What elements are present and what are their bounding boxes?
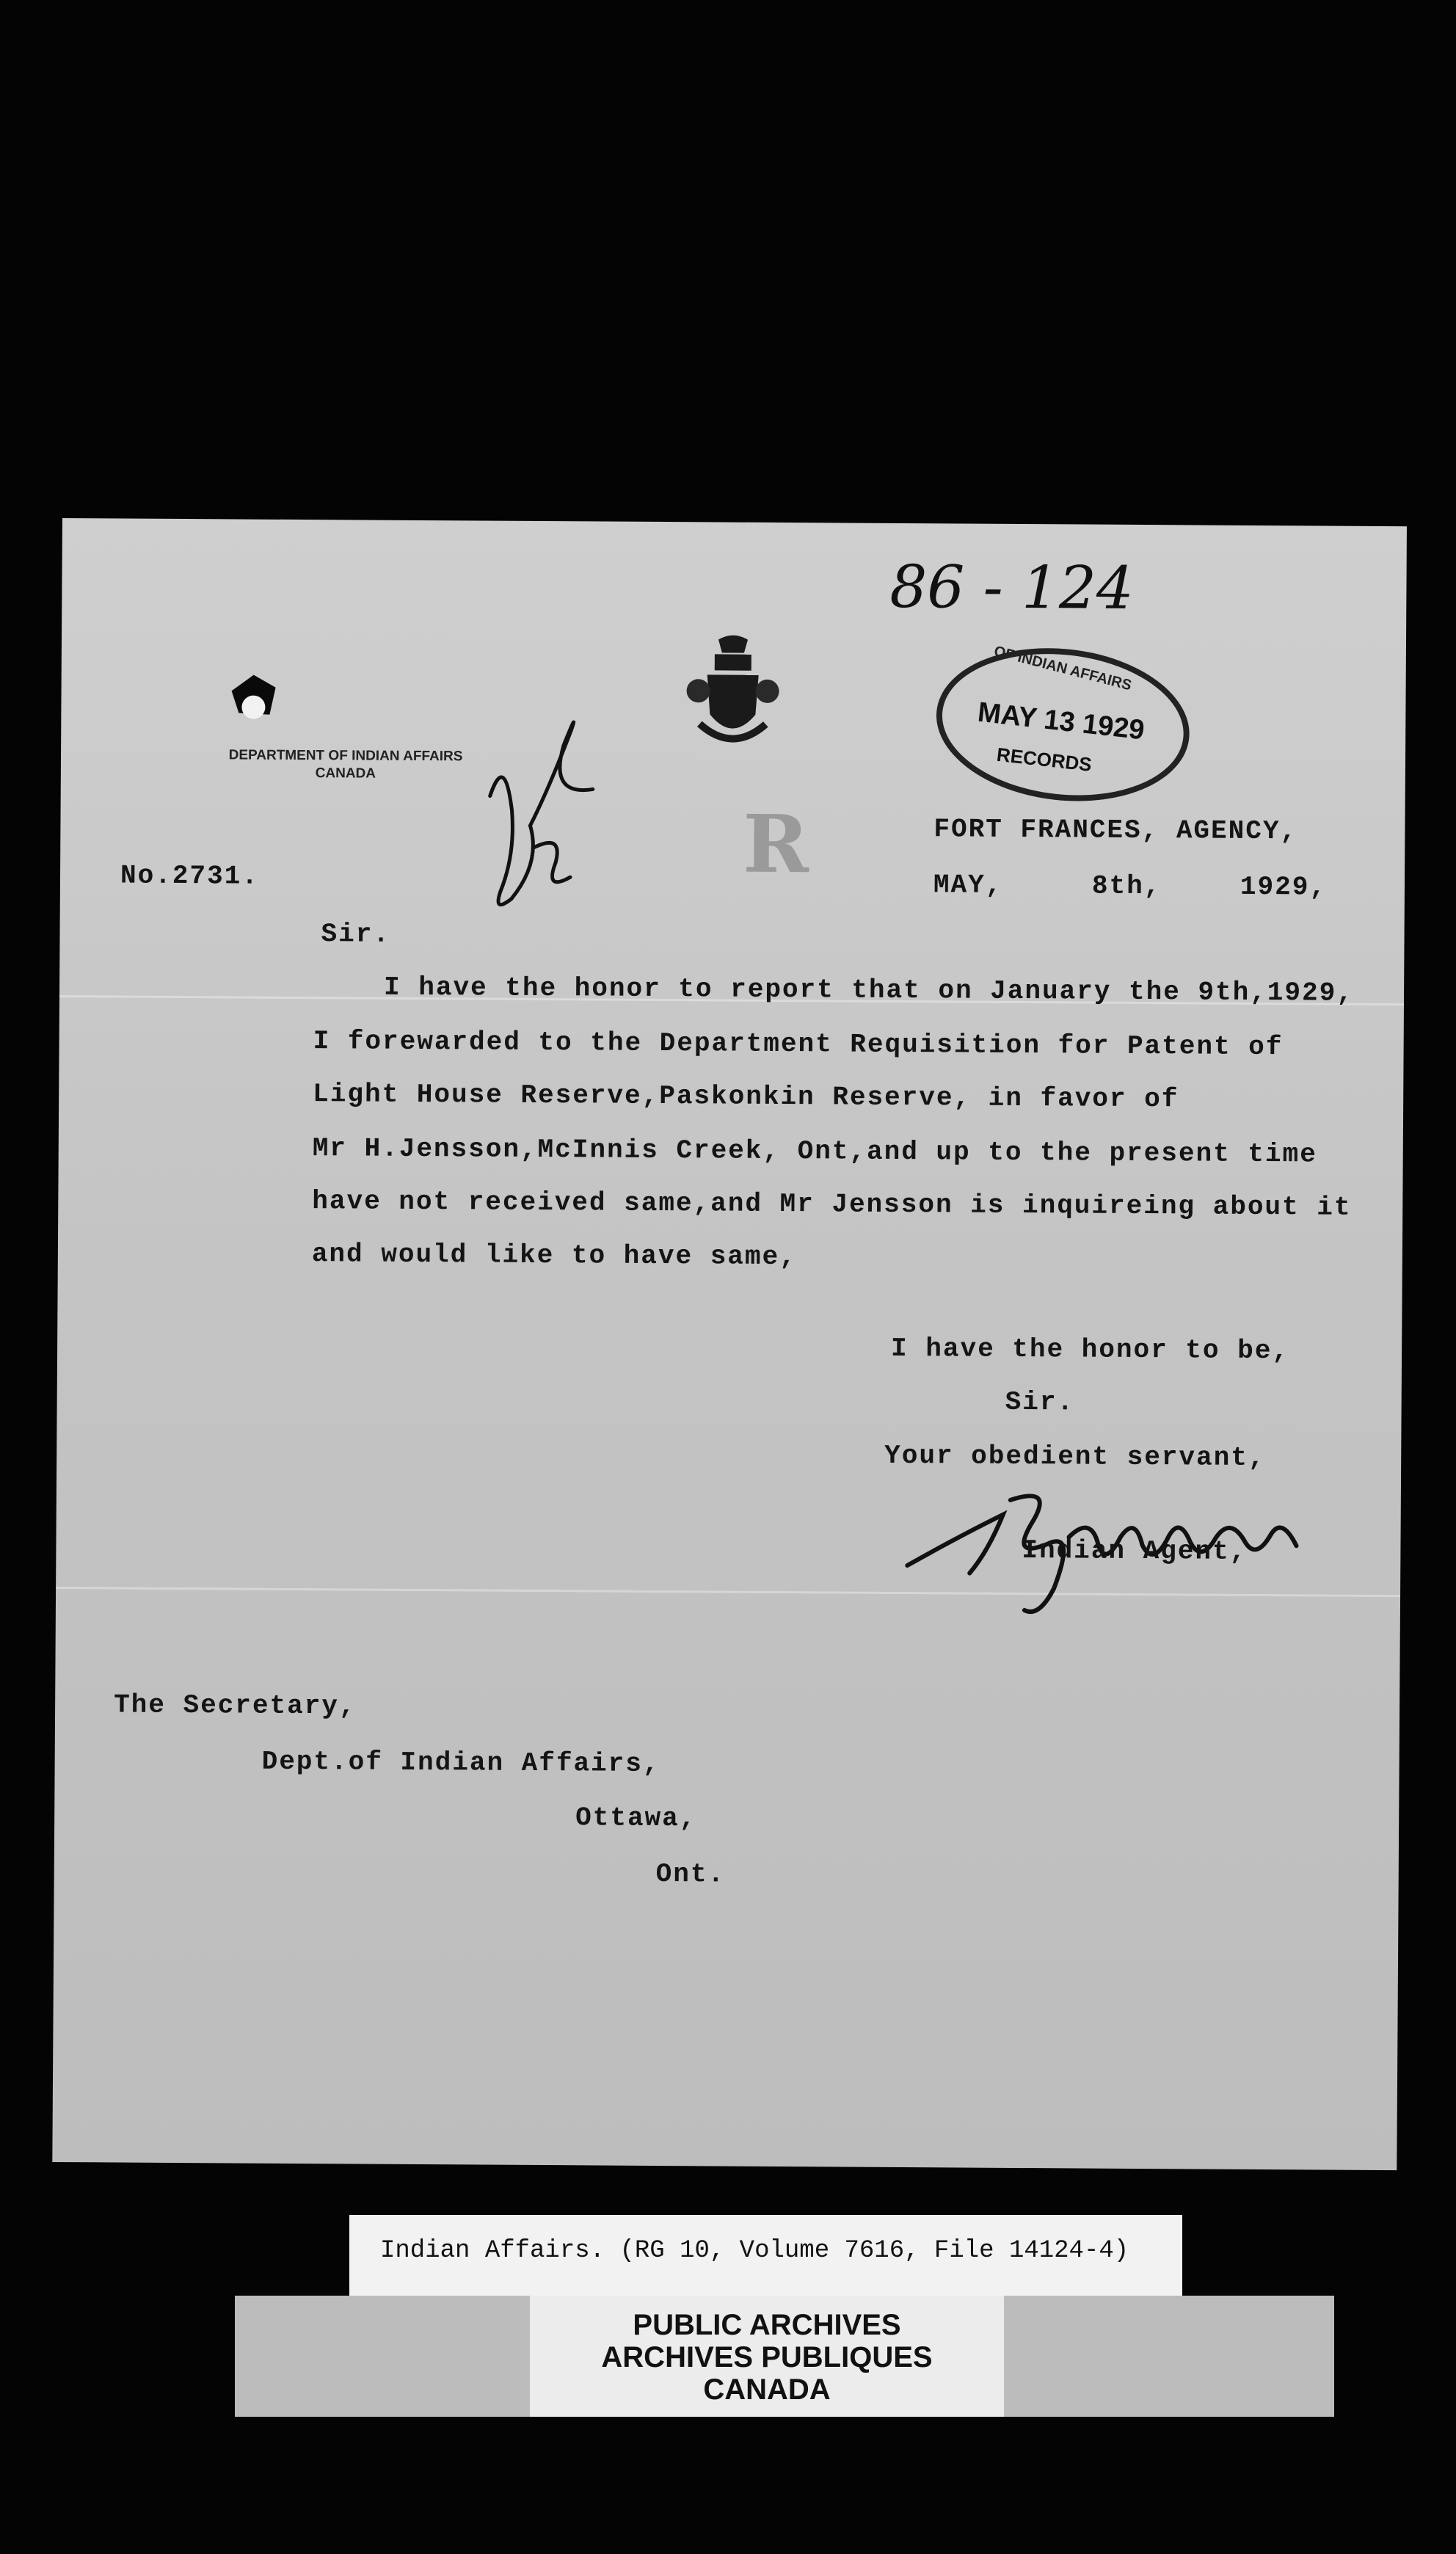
date-month: MAY, <box>933 870 1003 901</box>
closing-servant: Your obedient servant, <box>884 1440 1266 1474</box>
date-day: 8th, <box>1091 870 1162 902</box>
archive-tape-strip <box>235 2296 1334 2417</box>
department-country: CANADA <box>315 765 376 782</box>
body-line: have not received same,and Mr Jensson is inquireing about it <box>312 1186 1352 1223</box>
department-letterhead <box>184 746 507 784</box>
body-line: I forewarded to the Department Requisition for Patent of <box>313 1026 1284 1063</box>
body-line: and would like to have same, <box>311 1239 797 1273</box>
archive-label <box>530 2296 1004 2417</box>
archive-reference-label <box>349 2215 1182 2296</box>
agent-title: Indian Agent, <box>1022 1535 1248 1567</box>
department-name: DEPARTMENT OF INDIAN AFFAIRS <box>228 747 463 765</box>
archive-reference: Indian Affairs. (RG 10, Volume 7616, File 14124-4) <box>380 2237 1129 2265</box>
closing-sir: Sir. <box>1005 1386 1075 1418</box>
punch-hole-icon <box>224 669 283 727</box>
registry-mark: R <box>742 798 809 892</box>
salutation: Sir. <box>321 919 391 950</box>
body-line: I have the honor to report that on January the 9th,1929, <box>383 972 1355 1008</box>
received-stamp <box>928 636 1198 814</box>
body-line: Light House Reserve,Paskonkin Reserve, in favor of <box>313 1079 1179 1115</box>
archive-country: CANADA <box>703 2373 831 2406</box>
archive-name-en: PUBLIC ARCHIVES <box>633 2309 901 2341</box>
addressee-department: Dept.of Indian Affairs, <box>261 1746 660 1780</box>
coat-of-arms-icon <box>685 632 781 757</box>
stamp-date: MAY 13 1929 <box>976 696 1146 746</box>
stamp-bottom-text: RECORDS <box>995 743 1093 776</box>
closing-line: I have the honor to be, <box>890 1333 1290 1367</box>
addressee-city: Ottawa, <box>575 1802 697 1834</box>
addressee-name: The Secretary, <box>113 1689 357 1722</box>
initials-signature <box>460 700 616 921</box>
date-year: 1929, <box>1240 871 1328 903</box>
agency-place: FORT FRANCES, AGENCY, <box>933 814 1298 847</box>
archive-name-fr: ARCHIVES PUBLIQUES <box>601 2341 933 2373</box>
body-line: Mr H.Jensson,McInnis Creek, Ont,and up to the present time <box>312 1133 1317 1170</box>
letter-page <box>52 518 1407 2170</box>
addressee-province: Ont. <box>655 1858 726 1890</box>
handwritten-file-number: 86 - 124 <box>889 552 1135 622</box>
stamp-top-text: OF INDIAN AFFAIRS <box>992 643 1134 694</box>
reference-number: No.2731. <box>120 860 259 892</box>
